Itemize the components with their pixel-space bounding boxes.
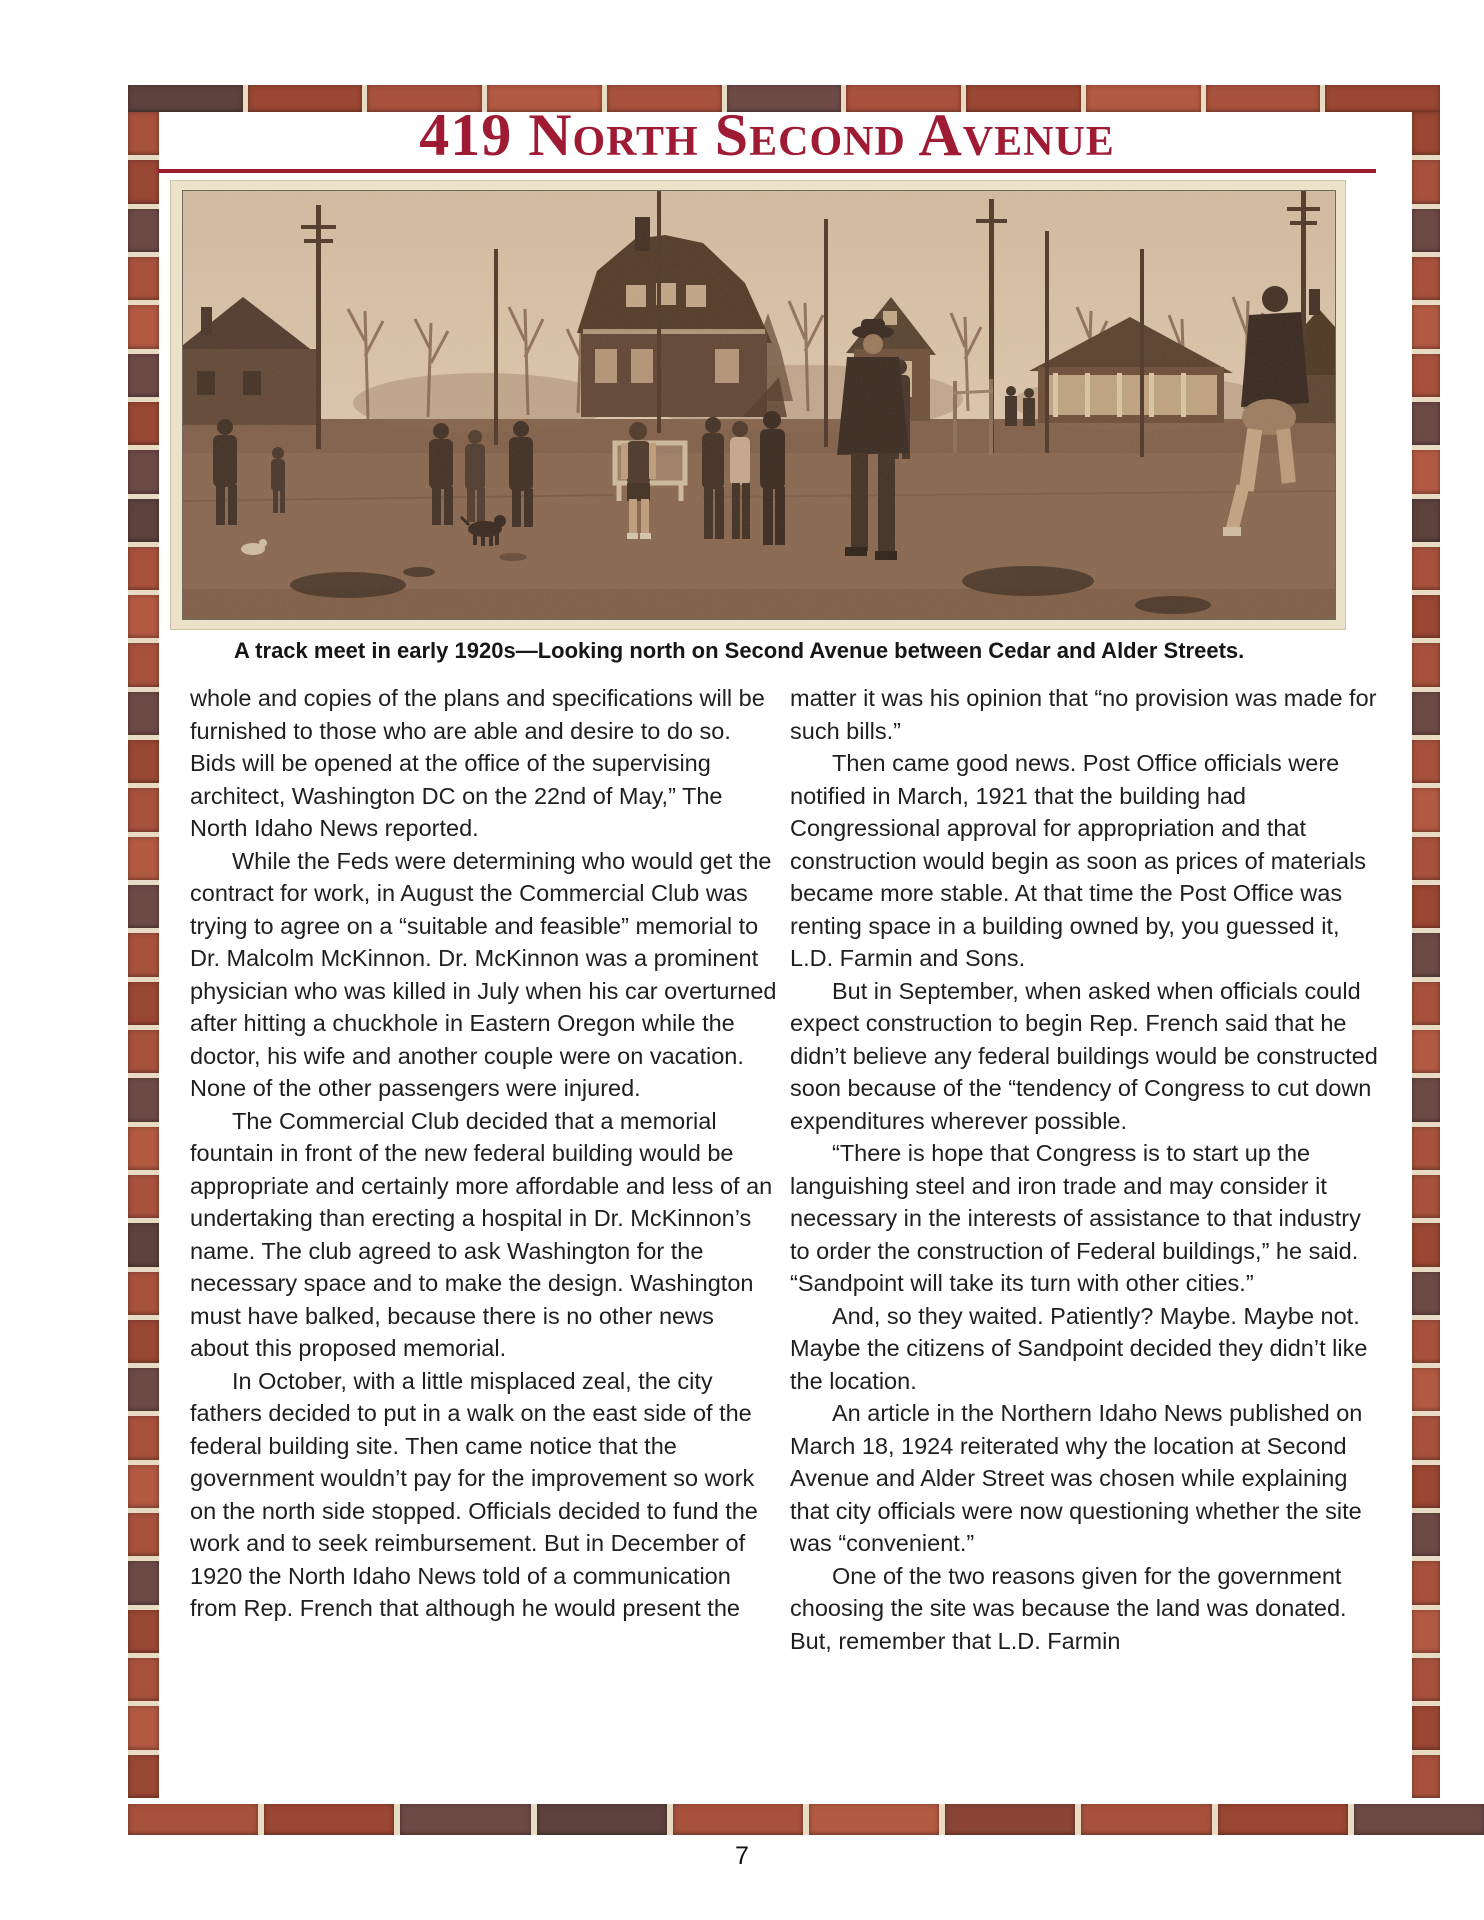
brick	[1412, 837, 1440, 880]
brick	[400, 1804, 530, 1835]
brick	[128, 354, 159, 397]
brick	[1412, 1513, 1440, 1556]
paragraph: And, so they waited. Patiently? Maybe. Maybe not. Maybe the citizens of Sandpoint decided they didn’t like the location.	[790, 1302, 1368, 1394]
article-column-right	[790, 682, 1380, 1657]
brick	[128, 643, 159, 686]
brick	[128, 1755, 159, 1798]
brick	[128, 1175, 159, 1218]
brick	[128, 740, 159, 783]
brick	[1412, 450, 1440, 493]
brick	[128, 209, 159, 252]
brick	[128, 1706, 159, 1749]
brick	[537, 1804, 667, 1835]
brick	[128, 1272, 159, 1315]
brick	[128, 547, 159, 590]
brick-border-right	[1412, 112, 1440, 1798]
brick	[128, 1127, 159, 1170]
brick	[1412, 740, 1440, 783]
brick	[1412, 1755, 1440, 1798]
brick	[1412, 1416, 1440, 1459]
brick	[128, 1320, 159, 1363]
brick	[1412, 1610, 1440, 1653]
brick	[1412, 1706, 1440, 1749]
brick	[1412, 305, 1440, 348]
paragraph: In October, with a little misplaced zeal, the city fathers decided to put in a walk on the east side of the federal building site. Then came notice that the government wouldn’t pay for the improvement so work on the north side stopped. Officials decided to fund the work and to seek reimbursement. But in December of 1920 the North Idaho News told of a communication from Rep. French that although he would present the	[190, 1367, 758, 1621]
brick	[128, 1513, 159, 1556]
brick	[264, 1804, 394, 1835]
brick	[1412, 1272, 1440, 1315]
brick	[1412, 643, 1440, 686]
brick	[1412, 402, 1440, 445]
brick	[128, 1078, 159, 1121]
brick	[128, 692, 159, 735]
paragraph: An article in the Northern Idaho News published on March 18, 1924 reiterated why the location at Second Avenue and Alder Street was chosen while explaining that city officials were now questioning whether the site was “convenient.”	[790, 1400, 1363, 1556]
brick	[128, 402, 159, 445]
brick	[128, 982, 159, 1025]
paragraph: “There is hope that Congress is to start up the languishing steel and iron trade and may consider it necessary in the interests of assistance to that industry to order the construction of Federal buildings,” he said. “Sandpoint will take its turn with other cities.”	[790, 1140, 1361, 1296]
brick	[1412, 788, 1440, 831]
brick	[1412, 209, 1440, 252]
brick	[673, 1804, 803, 1835]
brick	[1412, 547, 1440, 590]
brick	[1412, 1223, 1440, 1266]
brick	[1412, 354, 1440, 397]
brick	[1412, 1465, 1440, 1508]
brick	[128, 160, 159, 203]
brick-border-left	[128, 112, 159, 1798]
page-title: 419 North Second Avenue	[419, 102, 1115, 168]
article-column-left	[190, 682, 778, 1625]
brick	[128, 933, 159, 976]
brick	[1412, 160, 1440, 203]
brick	[128, 499, 159, 542]
paragraph: But in September, when asked when officials could expect construction to begin Rep. French said that he didn’t believe any federal buildings would be constructed soon because of the “tendency of Congress to cut down expenditures wherever possible.	[790, 977, 1378, 1134]
page-number: 7	[735, 1842, 749, 1870]
brick	[128, 837, 159, 880]
brick	[1412, 982, 1440, 1025]
brick	[1412, 1127, 1440, 1170]
brick	[809, 1804, 939, 1835]
brick	[1081, 1804, 1211, 1835]
brick	[1412, 885, 1440, 928]
photo-mat	[170, 180, 1346, 630]
photo-caption: A track meet in early 1920s—Looking north on Second Avenue between Cedar and Alder Streets.	[234, 638, 1245, 663]
brick	[128, 1561, 159, 1604]
brick	[1218, 1804, 1348, 1835]
brick	[1412, 499, 1440, 542]
brick	[1412, 1320, 1440, 1363]
brick	[1412, 692, 1440, 735]
brick	[1412, 1368, 1440, 1411]
brick	[1412, 257, 1440, 300]
brick	[128, 885, 159, 928]
brick	[1354, 1804, 1484, 1835]
brick	[1412, 1658, 1440, 1701]
brick	[1412, 933, 1440, 976]
brick	[128, 450, 159, 493]
brick	[1412, 1030, 1440, 1073]
paragraph: matter it was his opinion that “no provision was made for such bills.”	[790, 685, 1377, 744]
paragraph: While the Feds were determining who would get the contract for work, in August the Commercial Club was trying to agree on a “suitable and feasible” memorial to Dr. Malcolm McKinnon. Dr. McKinnon was a prominent physician who was killed in July when his car overturned after hitting a chuckhole in Eastern Oregon while the doctor, his wife and another couple were on vacation. None of the other passengers were injured.	[190, 847, 777, 1101]
brick	[128, 1223, 159, 1266]
track-meet-photo	[182, 190, 1336, 620]
title-underline	[158, 169, 1376, 173]
paragraph: Then came good news. Post Office officials were notified in March, 1921 that the building had Congressional approval for appropriation and that construction would begin as soon as prices of materials became more stable. At that time the Post Office was renting space in a building owned by, you guessed it, L.D. Farmin and Sons.	[790, 750, 1367, 971]
brick	[945, 1804, 1075, 1835]
brick	[128, 1030, 159, 1073]
brick	[128, 305, 159, 348]
brick	[1412, 1175, 1440, 1218]
brick	[1412, 1078, 1440, 1121]
brick	[128, 1610, 159, 1653]
brick	[128, 1658, 159, 1701]
brick	[128, 1804, 258, 1835]
brick	[128, 112, 159, 155]
paragraph: whole and copies of the plans and specifications will be furnished to those who are able and desire to do so. Bids will be opened at the office of the supervising architect, Washington DC on the 22nd of May,” The North Idaho News reported.	[190, 685, 765, 841]
brick	[128, 1368, 159, 1411]
brick	[128, 1465, 159, 1508]
brick	[128, 788, 159, 831]
brick	[1412, 112, 1440, 155]
paragraph: The Commercial Club decided that a memorial fountain in front of the new federal building would be appropriate and certainly more affordable and less of an undertaking than erecting a hospital in Dr. McKinnon’s name. The club agreed to ask Washington for the necessary space and to make the design. Washington must have balked, because there is no other news about this proposed memorial.	[190, 1107, 773, 1361]
brick	[1412, 595, 1440, 638]
brick-border-bottom	[128, 1804, 1484, 1835]
paragraph: One of the two reasons given for the government choosing the site was because the land was donated. But, remember that L.D. Farmin	[790, 1562, 1347, 1654]
brick	[1412, 1561, 1440, 1604]
brick	[128, 1416, 159, 1459]
brick	[128, 257, 159, 300]
brick	[128, 595, 159, 638]
